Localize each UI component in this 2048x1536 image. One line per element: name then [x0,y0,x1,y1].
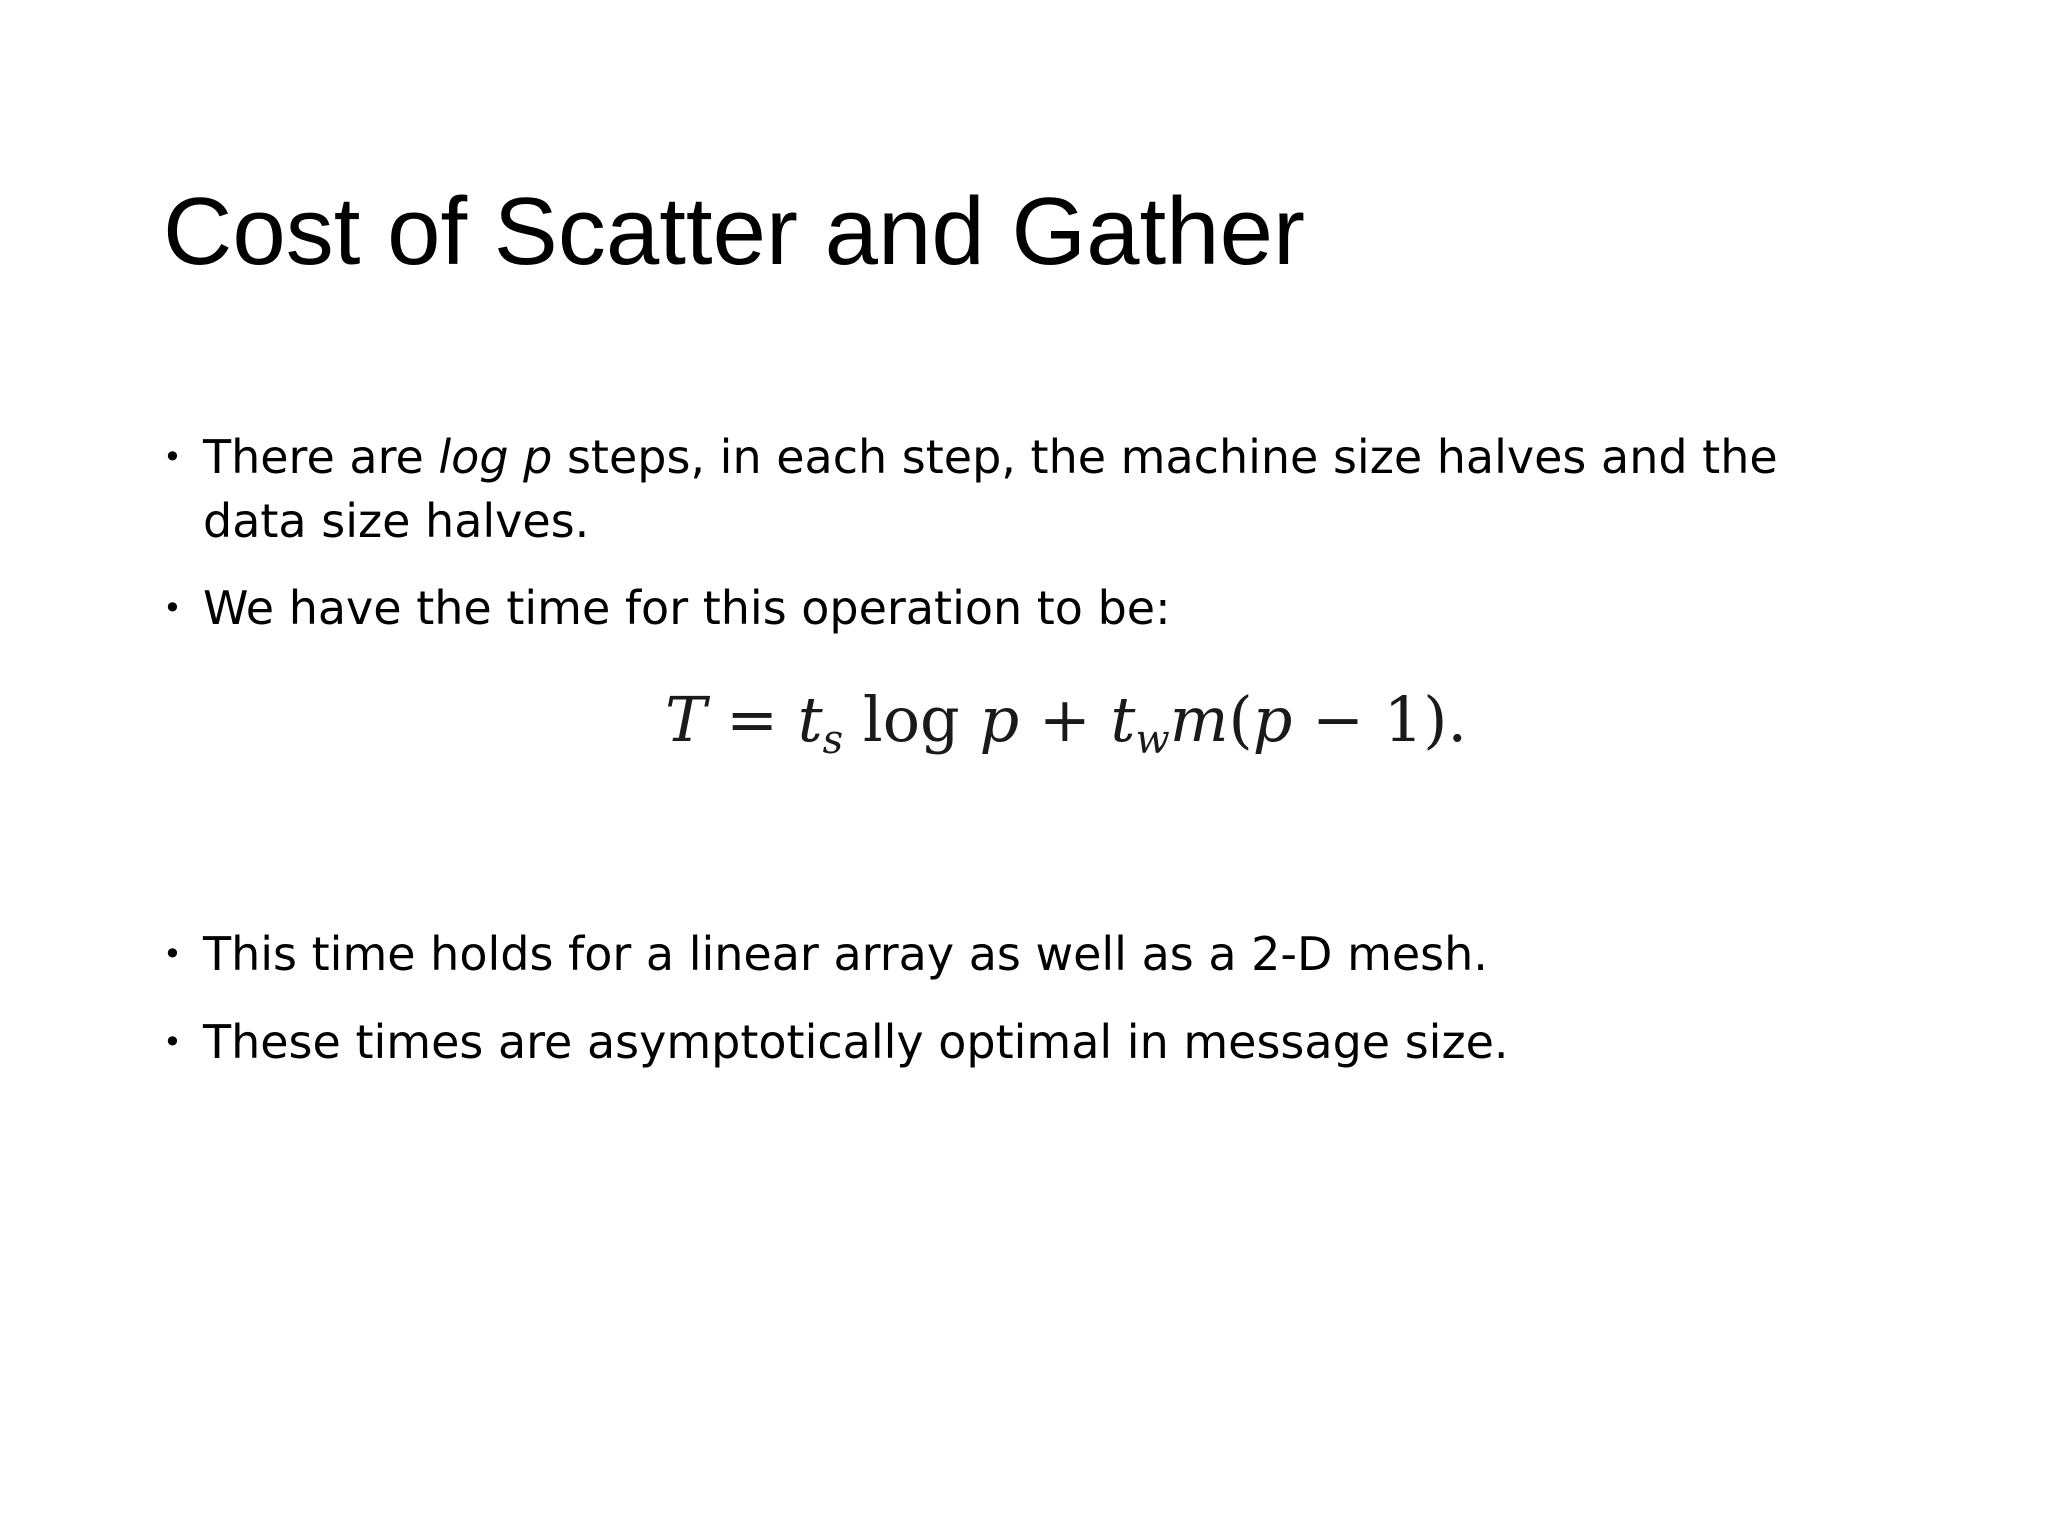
bullet-dot: • [163,438,182,476]
eq-tw-sub: w [1135,717,1170,763]
bullet-item-3 [163,922,1883,986]
eq-tw: t [1110,683,1136,756]
bullet-dot: • [163,935,182,973]
bullet-text: These times are asymptotically optimal in message size. [203,1015,1509,1069]
bullet-item-1 [163,425,1883,553]
eq-equals: = [706,683,798,756]
bullet-text: This time holds for a linear array as well as a 2-D mesh. [203,927,1488,981]
eq-plus: + [1019,683,1111,756]
bullet-text-post: steps, in each step, the machine size halves and the data size halves. [203,430,1778,548]
bullet-text-pre: There are [203,430,439,484]
cost-equation [665,675,1467,765]
eq-log: log [843,683,980,756]
eq-p2: p [1252,683,1293,756]
bullet-dot: • [163,1023,182,1061]
eq-p1: p [979,683,1020,756]
eq-m: m [1169,683,1229,756]
eq-lhs: T [665,683,707,756]
bullet-item-2 [163,576,1883,640]
bullet-text: We have the time for this operation to be: [203,581,1171,635]
eq-close: ). [1423,683,1468,756]
bullet-text [203,425,1883,553]
bullet-item-4 [163,1010,1883,1074]
eq-ts-sub: s [822,717,844,763]
bullet-text-emphasis: log p [438,430,553,484]
bullet-dot: • [163,589,182,627]
slide-title: Cost of Scatter and Gather [163,178,1305,285]
eq-ts: t [797,683,823,756]
eq-open: ( [1228,683,1253,756]
eq-minus-one: − 1 [1292,683,1424,756]
